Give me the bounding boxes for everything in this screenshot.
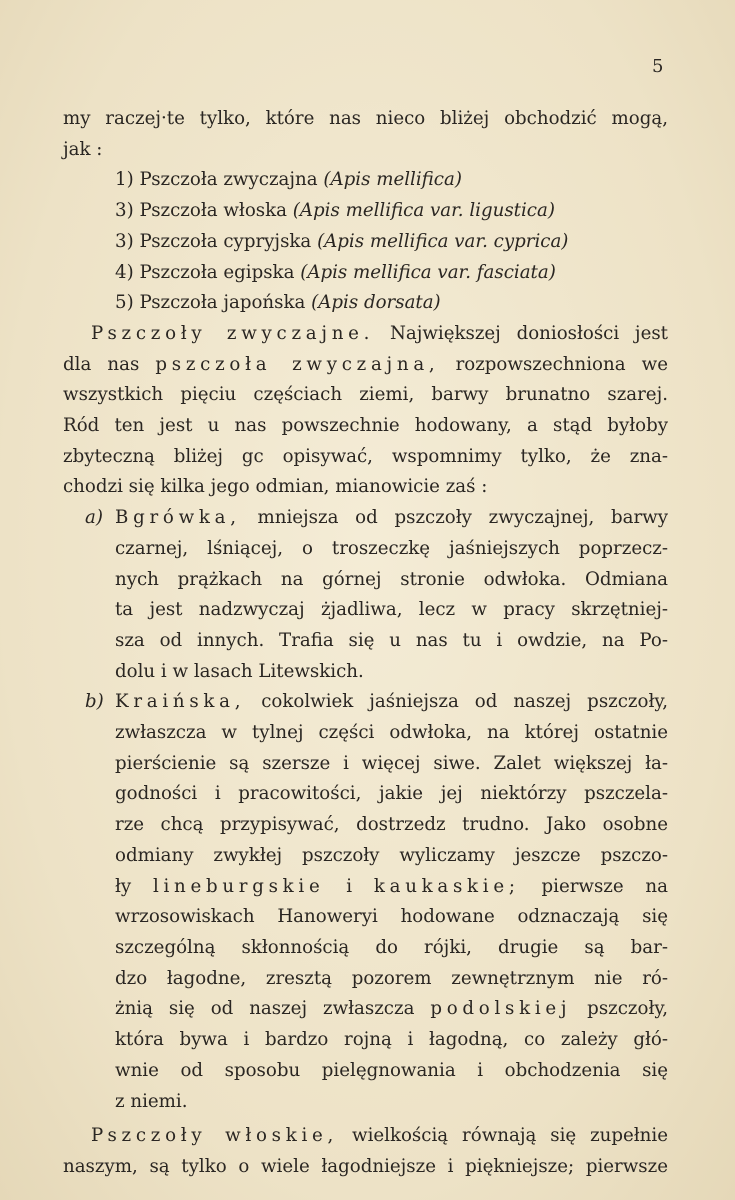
text-span: cokolwiek jaśniejsza od naszej pszczoły, [261, 691, 668, 713]
species-latin: (Apis mellifica var. cyprica) [317, 230, 569, 252]
text-line: ta jest nadzwyczaj żjadliwa, lecz w pracy skrzętniej- [115, 599, 668, 621]
species-name: 3) Pszczoła włoska [115, 200, 287, 222]
section-heading: Pszczoły zwyczajne. [91, 322, 375, 344]
text-span: pszczoły, [587, 998, 668, 1020]
species-list-item [63, 165, 668, 196]
text-line: jak : [63, 138, 103, 160]
text-line [63, 872, 668, 903]
text-line [63, 994, 668, 1025]
text-line: zbyteczną bliżej gc opisywać, wspomnimy tylko, że zna- [63, 445, 668, 467]
text-line: wrzosowiskach Hanoweryi hodowane odznaczają się [115, 906, 668, 928]
species-latin: (Apis mellifica var. ligustica) [292, 200, 555, 222]
species-list-item [63, 227, 668, 258]
text-span: wielkością równają się zupełnie [352, 1125, 668, 1147]
spaced-term: pszczoła zwyczajna, [155, 353, 440, 375]
text-line: dolu i w lasach Litewskich. [115, 660, 364, 682]
species-list-item [63, 288, 668, 319]
text-line: szczególną skłonnością do rójki, drugie są bar- [115, 936, 668, 958]
text-line: odmiany zwykłej pszczoły wyliczamy jeszcze pszczo- [115, 844, 668, 866]
text-span: i [346, 875, 353, 897]
text-line: z niemi. [115, 1090, 188, 1112]
section-heading: Pszczoły włoskie, [91, 1125, 339, 1147]
text-span: żnią się od naszej zwłaszcza [115, 998, 415, 1020]
spaced-term: kaukaskie; [373, 875, 520, 897]
spaced-term: Kraińska, [115, 691, 246, 713]
species-name: 3) Pszczoła cypryjska [115, 230, 312, 252]
text-span: rozpowszechniona we [455, 353, 668, 375]
text-line: wnie od sposobu pielęgnowania i obchodzenia się [115, 1059, 668, 1081]
text-line: naszym, są tylko o wiele łagodniejsze i piękniejsze; pierwsze [63, 1155, 668, 1177]
species-latin: (Apis mellifica) [323, 169, 462, 191]
text-line: rze chcą przypisywać, dostrzedz trudno. Jako osobne [115, 814, 668, 836]
text-line: my raczej·te tylko, które nas nieco bliżej obchodzić mogą, [63, 108, 668, 129]
page-number: 5 [652, 56, 664, 77]
species-latin: (Apis dorsata) [311, 292, 441, 314]
text-span: pierwsze na [541, 875, 668, 897]
item-marker: b) [85, 691, 104, 713]
item-marker: a) [85, 507, 103, 529]
page-text [63, 104, 668, 1183]
text-line: pierścienie są szersze i więcej siwe. Zalet większej ła- [115, 752, 668, 774]
text-line [63, 687, 668, 718]
text-line: dzo łagodne, zresztą pozorem zewnętrznym nie ró- [115, 967, 668, 989]
text-span: mniejsza od pszczoły zwyczajnej, barwy [257, 507, 668, 529]
text-line: godności i pracowitości, jakie jej niektórzy pszczela- [115, 783, 668, 805]
text-line: chodzi się kilka jego odmian, mianowicie zaś : [63, 476, 488, 498]
text-line [63, 319, 668, 350]
species-name: 1) Pszczoła zwyczajna [115, 169, 318, 191]
species-name: 4) Pszczoła egipska [115, 261, 295, 283]
text-span: ły [115, 875, 132, 897]
text-line: nych prążkach na górnej stronie odwłoka. Odmiana [115, 568, 668, 590]
text-line: zwłaszcza w tylnej części odwłoka, na której ostatnie [115, 722, 668, 744]
spaced-term: Bgrówka, [115, 507, 241, 529]
species-list-item [63, 196, 668, 227]
species-list-item [63, 258, 668, 289]
text-span: dla nas [63, 353, 140, 375]
text-line: Ród ten jest u nas powszechnie hodowany, a stąd byłoby [63, 415, 668, 437]
spaced-term: podolskiej [430, 998, 572, 1020]
text-line: która bywa i bardzo rojną i łagodną, co zależy głó- [115, 1029, 668, 1051]
spaced-term: lineburgskie [152, 875, 325, 897]
text-line [63, 1121, 668, 1152]
species-latin: (Apis mellifica var. fasciata) [300, 261, 556, 283]
text-line [63, 350, 668, 381]
text-line: czarnej, lśniącej, o troszeczkę jaśniejszych poprzecz- [115, 537, 668, 559]
species-name: 5) Pszczoła japońska [115, 292, 306, 314]
text-span: Największej doniosłości jest [389, 322, 668, 344]
text-line: wszystkich pięciu częściach ziemi, barwy brunatno szarej. [63, 384, 668, 406]
text-line: sza od innych. Trafia się u nas tu i owdzie, na Po- [115, 629, 668, 651]
text-line [63, 503, 668, 534]
